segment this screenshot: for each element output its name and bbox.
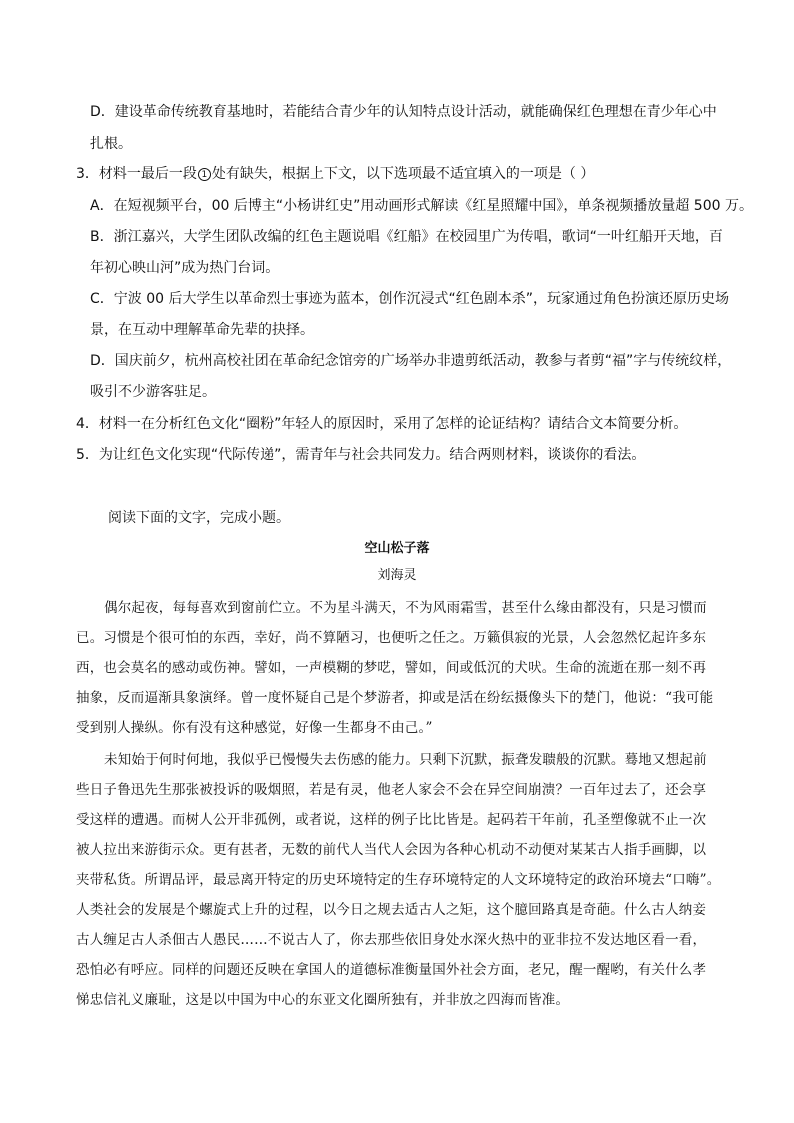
question-3-stem-post: 处有缺失，根据上下文，以下选项最不适宜填入的一项是（ ） <box>211 166 595 182</box>
paragraph-2-line-6: 人类社会的发展是个螺旋式上升的过程，以今日之规去适古人之矩，这个臆回路真是奇葩。什么古人纳妾 <box>76 902 707 918</box>
option-d-prev-line-2: 扎根。 <box>90 136 132 152</box>
paragraph-1-line-1: 偶尔起夜，每每喜欢到窗前伫立。不为星斗满天，不为风雨霜雪，甚至什么缘由都没有，只是习惯而 <box>104 600 707 616</box>
reading-title: 空山松子落 <box>364 541 430 556</box>
paragraph-1-line-5: 受到别人操纵。你有没有这种感觉，好像一生都身不由己。” <box>76 720 433 736</box>
paragraph-2-line-5: 夹带私货。所谓品评，最忌离开特定的历史环境特定的生存环境特定的人文环境特定的政治环境去“口嗨”。 <box>76 872 721 888</box>
option-d-prev-line-1: D．建设革命传统教育基地时，若能结合青少年的认知特点设计活动，就能确保红色理想在青少年心中 <box>90 104 717 120</box>
paragraph-2-line-3: 受这样的遭遇。而树人公开非孤例，或者说，这样的例子比比皆是。起码若干年前，孔圣塑像就不止一次 <box>76 812 707 828</box>
paragraph-1-line-4: 抽象，反而逼渐具象演绎。曾一度怀疑自己是个梦游者，抑或是活在纷纭摄像头下的楚门，他说：“我可能 <box>76 690 714 706</box>
paragraph-2-line-1: 未知始于何时何地，我似乎已慢慢失去伤感的能力。只剩下沉默，振聋发聩般的沉默。蓦地又想起前 <box>104 752 707 768</box>
question-3-option-d-line-2: 吸引不少游客驻足。 <box>90 384 216 400</box>
question-3-option-b-line-2: 年初心映山河”成为热门台词。 <box>90 260 280 276</box>
paragraph-2-line-2: 些日子鲁迅先生那张被投诉的吸烟照，若是有灵，他老人家会不会在异空间崩溃？一百年过去了，还会享 <box>76 782 707 798</box>
question-3-stem <box>76 164 594 184</box>
paragraph-2-line-7: 古人缠足古人杀佃古人愚民……不说古人了，你去那些依旧身处水深火热中的亚非拉不发达地区看一看， <box>76 932 707 948</box>
question-4: 4．材料一在分析红色文化“圈粉”年轻人的原因时，采用了怎样的论证结构？请结合文本简要分析。 <box>76 416 688 432</box>
paragraph-2-line-8: 恐怕必有呼应。同样的问题还反映在拿国人的道德标准衡量国外社会方面，老兄，醒一醒哟，有关什么孝 <box>76 962 707 978</box>
paragraph-1-line-2: 已。习惯是个很可怕的东西，幸好，尚不算陋习，也便听之任之。万籁俱寂的光景，人会忽然忆起许多东 <box>76 630 707 646</box>
reading-author: 刘海灵 <box>377 568 417 583</box>
paragraph-2-line-9: 悌忠信礼义廉耻，这是以中国为中心的东亚文化圈所独有，并非放之四海而皆准。 <box>76 992 570 1008</box>
reading-instruction: 阅读下面的文字，完成小题。 <box>108 510 290 526</box>
question-5: 5．为让红色文化实现“代际传递”，需青年与社会共同发力。结合两则材料，谈谈你的看法。 <box>76 447 646 463</box>
paragraph-1-line-3: 西，也会莫名的感动或伤神。譬如，一声模糊的梦呓，譬如，间或低沉的犬吠。生命的流逝在那一刻不再 <box>76 660 707 676</box>
circled-marker: 1 <box>198 168 211 181</box>
question-3-stem-pre: 3．材料一最后一段 <box>76 166 197 182</box>
paragraph-2-line-4: 被人拉出来游街示众。更有甚者，无数的前代人当代人会因为各种心机动不动便对某某古人指手画脚，以 <box>76 842 707 858</box>
question-3-option-b-line-1: B．浙江嘉兴，大学生团队改编的红色主题说唱《红船》在校园里广为传唱，歌词“一叶红船开天地，百 <box>90 229 723 245</box>
question-3-option-a: A．在短视频平台，00 后博主“小杨讲红史”用动画形式解读《红星照耀中国》，单条视频播放量超 500 万。 <box>90 198 753 214</box>
question-3-option-d-line-1: D．国庆前夕，杭州高校社团在革命纪念馆旁的广场举办非遗剪纸活动，教参与者剪“福”字与传统纹样， <box>90 353 732 369</box>
question-3-option-c-line-1: C．宁波 00 后大学生以革命烈士事迹为蓝本，创作沉浸式“红色剧本杀”，玩家通过角色扮演还原历史场 <box>90 291 729 307</box>
question-3-option-c-line-2: 景，在互动中理解革命先辈的抉择。 <box>90 322 314 338</box>
